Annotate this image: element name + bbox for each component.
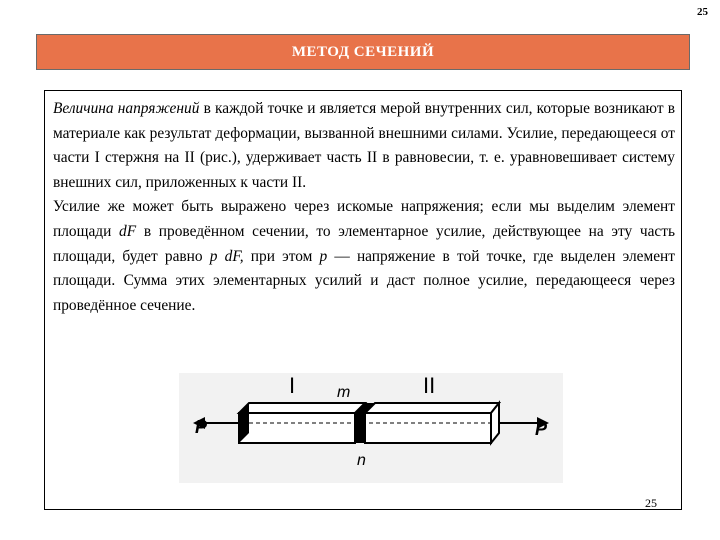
body-text bbox=[53, 97, 675, 318]
label-p-right: P bbox=[535, 419, 548, 439]
expr-p-dF: p dF, bbox=[209, 247, 244, 265]
label-part-2: II bbox=[423, 373, 436, 398]
rod-diagram bbox=[179, 373, 563, 483]
label-p-left: P bbox=[195, 417, 208, 437]
paragraph-1 bbox=[53, 97, 675, 195]
paragraph-2 bbox=[53, 195, 675, 318]
var-dF: dF bbox=[119, 222, 137, 240]
content-box bbox=[44, 90, 682, 510]
lead-italic-term: Величина напряжений bbox=[53, 100, 200, 117]
paragraph-1-text: в каждой точке и является мерой внутренних сил, которые возникают в материале как результат деформации, вызванной внешними силами. Усилие, передающееся от части I стержня на II (рис.), удерживает часть II в равновесии, т. е. уравновешивает систему внешних сил, приложенных к части II. bbox=[53, 100, 675, 191]
label-part-1: I bbox=[289, 373, 296, 398]
rod-section-figure bbox=[179, 373, 563, 483]
rod-part-2-front bbox=[365, 413, 491, 443]
paragraph-2-part4: — напряжение в той точке, где выделен элемент площади. Сумма этих элементарных усилий и даст полное усилие, передающееся через проведённое сечение. bbox=[53, 247, 675, 314]
rod-part-2-top bbox=[365, 403, 499, 413]
label-n: n bbox=[357, 452, 366, 469]
top-page-number: 25 bbox=[697, 6, 708, 18]
bottom-page-number: 25 bbox=[645, 496, 657, 510]
paragraph-2-part3: при этом bbox=[243, 247, 320, 265]
paragraph-2-part2: в проведённом сечении, то элементарное усилие, действующее на эту часть площади, будет равно bbox=[53, 222, 675, 265]
slide-title: МЕТОД СЕЧЕНИЙ bbox=[291, 43, 435, 60]
paragraph-2-part1: Усилие же может быть выражено через искомые напряжения; если мы выделим элемент площади bbox=[53, 198, 675, 240]
slide-title-bar bbox=[36, 34, 690, 70]
section-cut-face bbox=[355, 413, 365, 443]
rod-part-1-front bbox=[239, 413, 355, 443]
var-p: p bbox=[319, 247, 328, 265]
label-m: m bbox=[337, 384, 351, 401]
rod-part-1-top bbox=[239, 403, 365, 413]
